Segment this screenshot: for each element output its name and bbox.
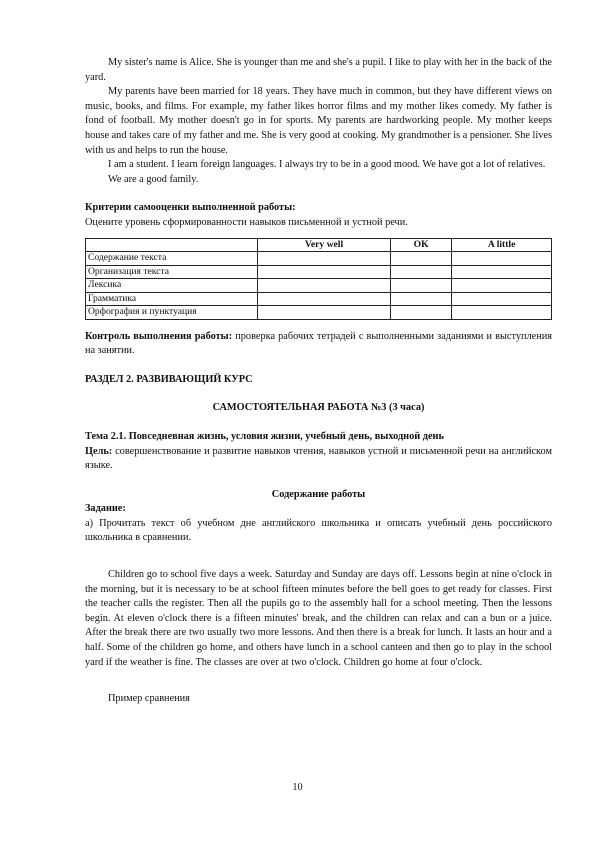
task-label: Задание:	[85, 503, 126, 515]
table-cell	[258, 252, 391, 266]
goal-label: Цель:	[85, 445, 113, 457]
self-assessment-table	[85, 238, 552, 320]
table-cell	[452, 292, 552, 306]
task-text: а) Прочитать текст об учебном дне английского школьника и описать учебный день российского школьника в сравнении.	[85, 517, 552, 544]
table-cell	[391, 306, 452, 320]
table-cell	[391, 292, 452, 306]
table-cell	[258, 306, 391, 320]
page-number: 10	[292, 782, 303, 793]
table-header-cell: A little	[452, 238, 552, 252]
table-row	[86, 252, 552, 266]
control-paragraph	[85, 330, 552, 359]
table-cell	[391, 279, 452, 293]
table-header-cell: Very well	[258, 238, 391, 252]
table-header-row	[86, 238, 552, 252]
intro-paragraph: We are a good family.	[108, 173, 199, 185]
goal-paragraph	[85, 445, 552, 474]
table-cell	[452, 306, 552, 320]
table-row-label: Организация текста	[86, 265, 258, 279]
table-cell	[391, 252, 452, 266]
table-row	[86, 279, 552, 293]
table-cell	[258, 292, 391, 306]
table-cell	[258, 279, 391, 293]
criteria-instruction: Оцените уровень сформированности навыков письменной и устной речи.	[85, 216, 408, 228]
content-heading: Содержание работы	[271, 488, 366, 500]
table-cell	[258, 265, 391, 279]
criteria-heading: Критерии самооценки выполненной работы:	[85, 202, 296, 214]
intro-paragraph: My parents have been married for 18 years. They have much in common, but they have different views on music, books, and films. For example, my father likes horror films and my mother likes comedy. My father is fond of football. My mother doesn't go in for sports. My parents are hardworking people. My mother keeps house and takes care of my father and me. She is very good at cooking. My grandmother is a pensioner. She lives with us and helps to run the house.	[85, 86, 552, 156]
table-row-label: Содержание текста	[86, 252, 258, 266]
table-row-label: Грамматика	[86, 292, 258, 306]
table-cell	[452, 252, 552, 266]
table-header-cell: OK	[391, 238, 452, 252]
table-row-label: Лексика	[86, 279, 258, 293]
control-text: проверка рабочих тетрадей с выполненными заданиями и выступления на занятии.	[85, 330, 552, 357]
reading-text: Children go to school five days a week. Saturday and Sunday are days off. Lessons begin at nine o'clock in the morning, but it is necessary to be at school fifteen minutes before the bell goes to get ready for classes. First the teacher calls the register. Then all the pupils go to the assembly hall for a school meeting. Then the lessons begin. At eleven o'clock there is a fifteen minutes' break, and the children can relax and can a bun or a juice. After the break there are two usually two more lessons. And then there is a break for lunch. It lasts an hour and a half. Some of the children go home, and others have lunch in a school canteen and then go to play in the school yard if the weather is fine. The classes are over at two o'clock. Children go home at four o'clock.	[85, 569, 552, 668]
table-header-cell	[86, 238, 258, 252]
table-row-label: Орфография и пунктуация	[86, 306, 258, 320]
table-cell	[391, 265, 452, 279]
table-row	[86, 292, 552, 306]
control-label: Контроль выполнения работы:	[85, 330, 233, 342]
intro-paragraph: My sister's name is Alice. She is younger than me and she's a pupil. I like to play with her in the back of the yard.	[85, 57, 552, 83]
table-cell	[452, 265, 552, 279]
intro-paragraph: I am a student. I learn foreign languages. I always try to be in a good mood. We have got a lot of relatives.	[108, 159, 546, 171]
topic-title: Тема 2.1. Повседневная жизнь, условия жизни, учебный день, выходной день	[85, 430, 444, 442]
goal-text: совершенствование и развитие навыков чтения, навыков устной и письменной речи на английском языке.	[85, 445, 552, 472]
table-row	[86, 265, 552, 279]
section-title: РАЗДЕЛ 2. РАЗВИВАЮЩИЙ КУРС	[85, 373, 253, 385]
work-title: САМОСТОЯТЕЛЬНАЯ РАБОТА №3 (3 часа)	[212, 402, 425, 414]
document-page	[85, 56, 552, 707]
example-label: Пример сравнения	[108, 693, 190, 705]
table-row	[86, 306, 552, 320]
table-cell	[452, 279, 552, 293]
